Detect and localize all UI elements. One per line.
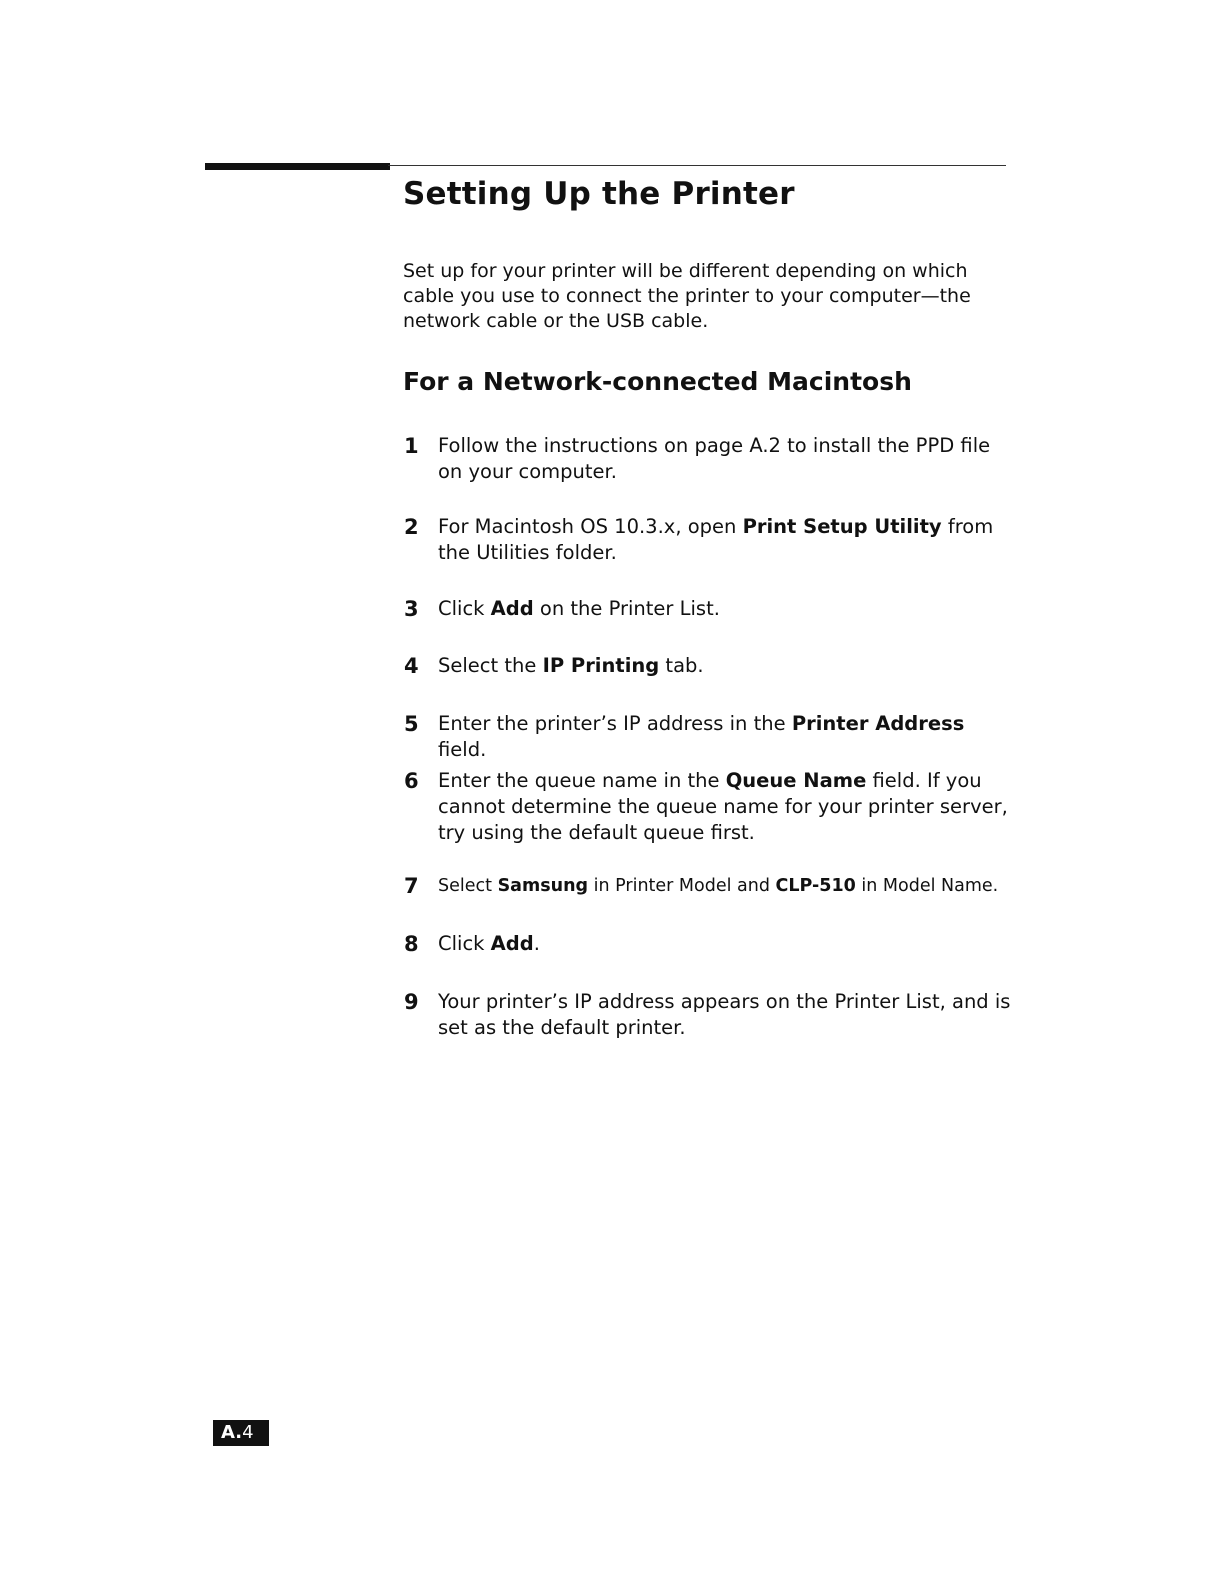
- step-text: Enter the printer’s IP address in the Printer Address field.: [438, 712, 965, 761]
- step-number: 2: [404, 515, 419, 539]
- step-number: 3: [404, 597, 419, 621]
- step-text: For Macintosh OS 10.3.x, open Print Setup Utility from the Utilities folder.: [438, 515, 994, 564]
- step-text: Click Add on the Printer List.: [438, 597, 720, 620]
- intro-paragraph: Set up for your printer will be different depending on which cable you use to connect the printer to your computer—the network cable or the USB cable.: [403, 260, 971, 332]
- step-number: 1: [404, 434, 419, 458]
- section-title: For a Network-connected Macintosh: [403, 367, 912, 396]
- step-text: Select Samsung in Printer Model and CLP-510 in Model Name.: [438, 876, 999, 896]
- step-number: 5: [404, 712, 419, 736]
- step-text: Follow the instructions on page A.2 to install the PPD file on your computer.: [438, 434, 991, 483]
- step-text: Enter the queue name in the Queue Name field. If you cannot determine the queue name for your printer server, try using the default queue first.: [438, 769, 1008, 844]
- step-number: 7: [404, 874, 419, 898]
- header-rule-thick: [205, 163, 390, 170]
- step-text: Select the IP Printing tab.: [438, 654, 704, 677]
- header-rule-thin: [388, 165, 1006, 166]
- step-number: 6: [404, 769, 419, 793]
- page-number-badge: [213, 1420, 269, 1446]
- page-number-prefix: A.: [221, 1422, 243, 1443]
- step-text: Your printer’s IP address appears on the Printer List, and is set as the default printer.: [438, 990, 1011, 1039]
- step-number: 9: [404, 990, 419, 1014]
- page-number: 4: [242, 1422, 254, 1443]
- page-title: Setting Up the Printer: [403, 176, 795, 212]
- step-number: 8: [404, 932, 419, 956]
- step-text: Click Add.: [438, 932, 540, 955]
- step-number: 4: [404, 654, 419, 678]
